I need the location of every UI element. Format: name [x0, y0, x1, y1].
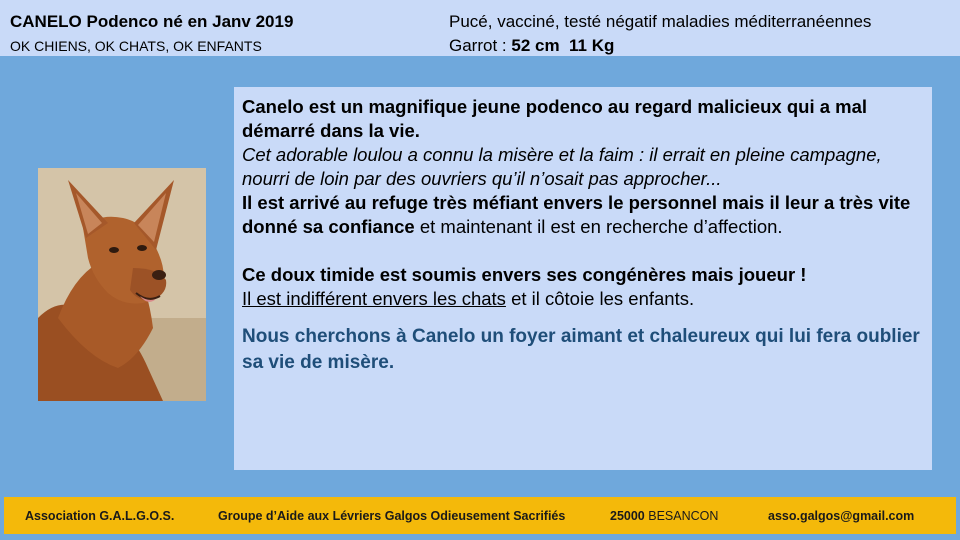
header-banner	[0, 0, 960, 56]
dog-name-title: CANELO Podenco né en Janv 2019	[10, 12, 294, 31]
refuge-bold: Il est arrivé au refuge très méfiant envers le personnel mais il leur a très vite donné sa confiance	[242, 192, 911, 237]
adoption-call: Nous cherchons à Canelo un foyer aimant et chaleureux qui lui fera oublier sa vie de misère.	[242, 326, 920, 373]
intro-paragraph: Canelo est un magnifique jeune podenco au regard malicieux qui a mal démarré dans la vie.	[242, 96, 868, 141]
postcode: 25000	[610, 509, 645, 523]
children-text: et il côtoie les enfants.	[505, 288, 695, 309]
refuge-normal: et maintenant il est en recherche d’affection.	[414, 216, 783, 237]
cats-underline: Il est indifférent envers les chats	[242, 288, 506, 309]
association-name: Association G.A.L.G.O.S.	[25, 509, 175, 523]
footer-banner	[4, 497, 956, 534]
city: BESANCON	[644, 509, 719, 523]
size-weight: 11 Kg	[569, 36, 615, 55]
contact-email: asso.galgos@gmail.com	[768, 509, 915, 523]
association-fullname: Groupe d’Aide aux Lévriers Galgos Odieusement Sacrifiés	[218, 509, 566, 523]
refuge-paragraph	[242, 191, 924, 239]
dog-photo-icon	[38, 168, 206, 401]
size-prefix: Garrot :	[449, 36, 512, 55]
compatibility-line: OK CHIENS, OK CHATS, OK ENFANTS	[10, 38, 262, 54]
temperament-paragraph: Ce doux timide est soumis envers ses congénères mais joueur !	[242, 264, 807, 285]
dog-photo	[38, 168, 206, 401]
association-address	[610, 509, 718, 523]
description-box	[234, 87, 932, 470]
health-info: Pucé, vacciné, testé négatif maladies méditerranéennes	[449, 12, 872, 31]
cats-children-paragraph	[242, 287, 924, 311]
size-info	[449, 36, 614, 56]
story-paragraph: Cet adorable loulou a connu la misère et la faim : il errait en pleine campagne, nourri de loin par des ouvriers qu’il n’osait pas approcher...	[242, 144, 882, 189]
size-height: 52 cm	[511, 36, 560, 55]
